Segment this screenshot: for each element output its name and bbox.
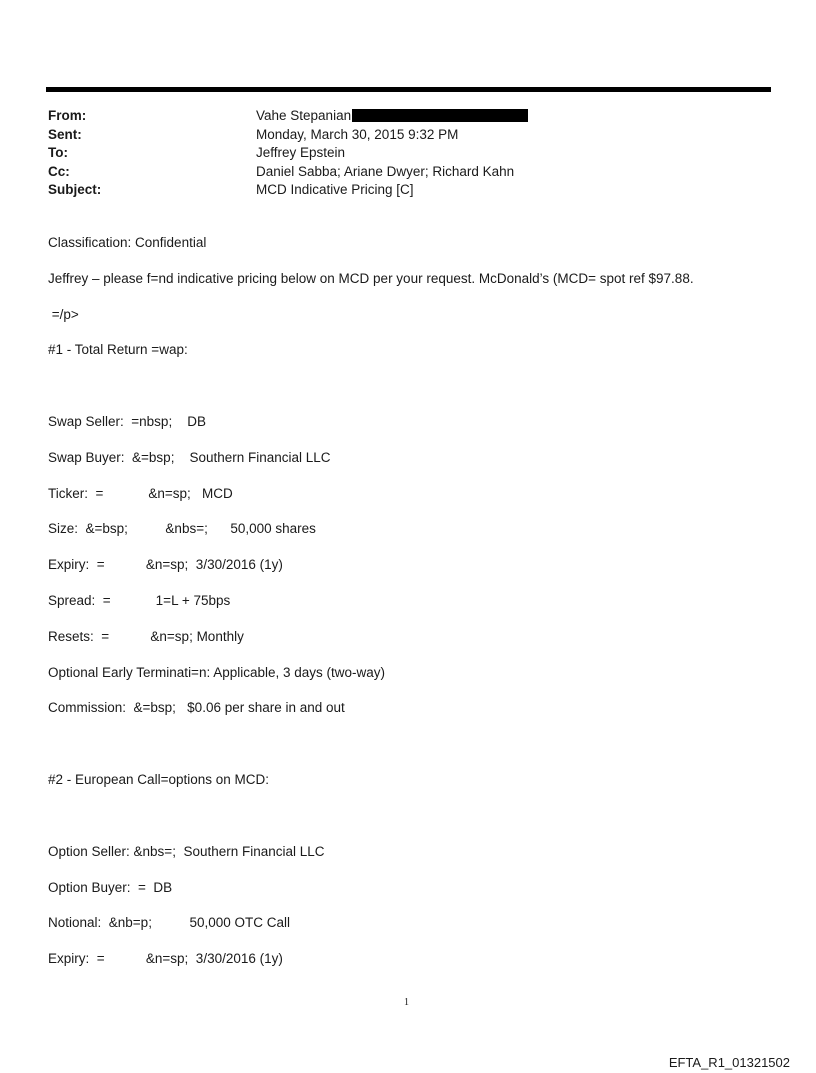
term-line: Swap Seller: =nbsp; DB xyxy=(48,414,206,429)
from-value xyxy=(256,107,528,125)
section-1-heading: #1 - Total Return =wap: xyxy=(48,342,188,357)
cc-label: Cc: xyxy=(48,163,70,179)
term-line: Expiry: = &n=sp; 3/30/2016 (1y) xyxy=(48,951,283,966)
section-2-heading: #2 - European Call=options on MCD: xyxy=(48,772,269,787)
to-value: Jeffrey Epstein xyxy=(256,145,346,160)
subject-label: Subject: xyxy=(48,182,102,197)
classification-line: Classification: Confidential xyxy=(48,235,207,250)
sent-label: Sent: xyxy=(48,126,82,142)
term-line: Notional: &nb=p; 50,000 OTC Call xyxy=(48,915,290,930)
intro-line: Jeffrey – please f=nd indicative pricing below on MCD per your request. McDonald’s (MCD= spot ref $97.88. xyxy=(48,271,694,286)
term-line: Size: &=bsp; &nbs=; 50,000 shares xyxy=(48,521,316,536)
term-line: Option Buyer: = DB xyxy=(48,880,173,895)
from-label: From: xyxy=(48,108,87,123)
from-name: Vahe Stepanian xyxy=(256,108,352,123)
header-rule xyxy=(46,87,771,92)
subject-value: MCD Indicative Pricing [C] xyxy=(256,182,414,197)
term-line: Commission: &=bsp; $0.06 per share in and out xyxy=(48,700,345,715)
artifact-line: =/p> xyxy=(48,307,79,322)
redaction-box xyxy=(352,109,528,122)
term-line: Resets: = &n=sp; Monthly xyxy=(48,629,244,644)
page-number: 1 xyxy=(404,997,409,1008)
term-line: Expiry: = &n=sp; 3/30/2016 (1y) xyxy=(48,557,283,572)
term-line: Optional Early Terminati=n: Applicable, 3 days (two-way) xyxy=(48,665,386,680)
term-line: Ticker: = &n=sp; MCD xyxy=(48,486,233,501)
cc-value: Daniel Sabba; Ariane Dwyer; Richard Kahn xyxy=(256,163,515,179)
to-label: To: xyxy=(48,145,68,160)
term-line: Option Seller: &nbs=; Southern Financial LLC xyxy=(48,844,325,859)
sent-value: Monday, March 30, 2015 9:32 PM xyxy=(256,126,459,142)
term-line: Swap Buyer: &=bsp; Southern Financial LLC xyxy=(48,450,331,465)
document-id: EFTA_R1_01321502 xyxy=(668,1055,790,1070)
term-line: Spread: = 1=L + 75bps xyxy=(48,593,231,608)
